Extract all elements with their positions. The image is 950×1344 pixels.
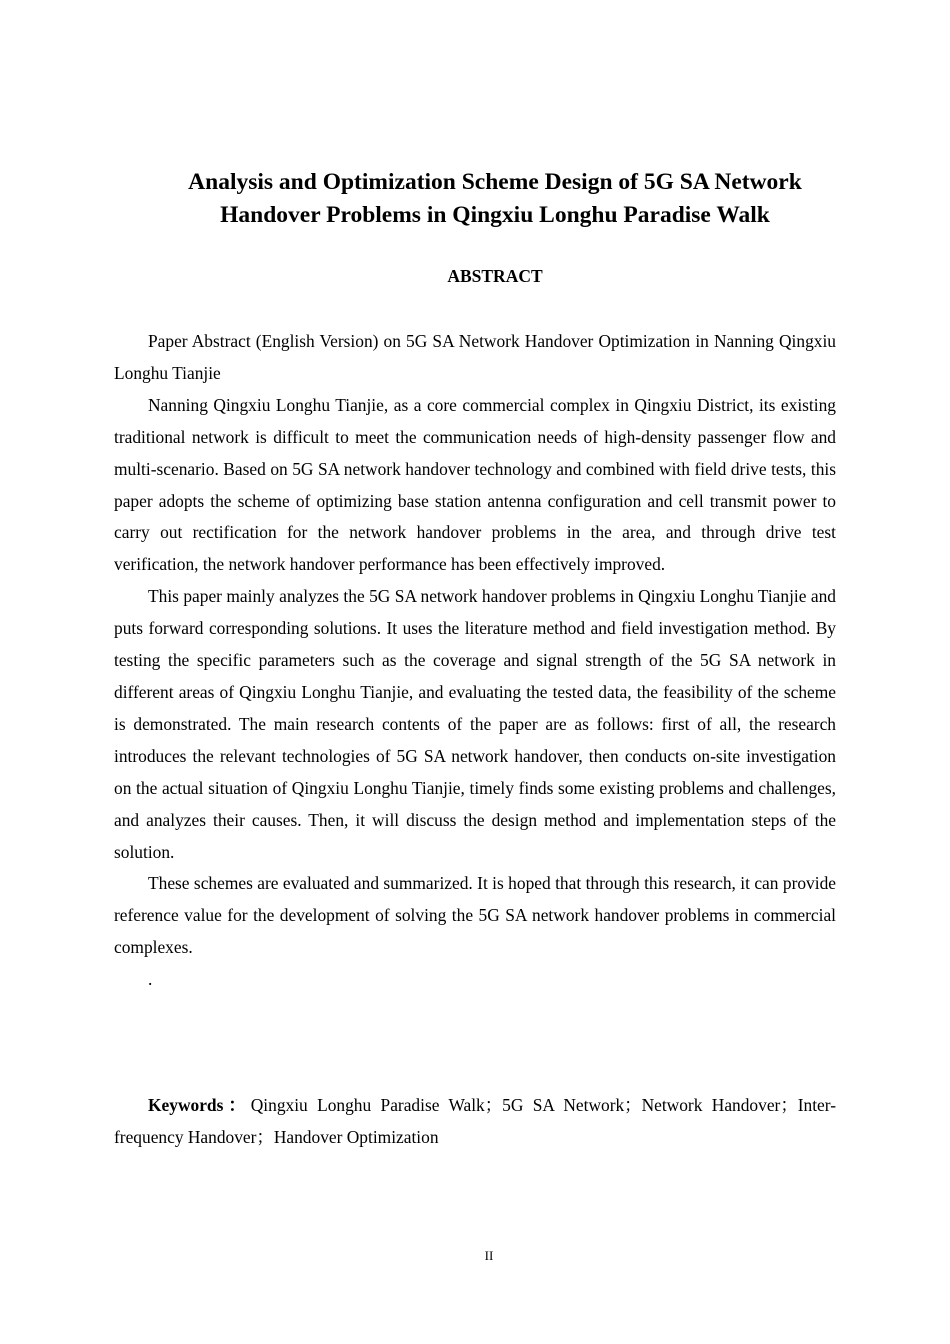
abstract-paragraph-2: Nanning Qingxiu Longhu Tianjie, as a core commercial complex in Qingxiu District, its existing traditional network is difficult to meet the communication needs of high-density passenger flow and multi-scenario. Based on 5G SA network handover technology and combined with field drive tests, this paper adopts the scheme of optimizing base station antenna configuration and cell transmit power to carry out rectification for the network handover problems in the area, and through drive test verification, the network handover performance has been effectively improved. <box>114 394 836 575</box>
abstract-heading: ABSTRACT <box>447 266 543 286</box>
keywords-line <box>114 1090 836 1154</box>
abstract-body <box>114 326 836 996</box>
paper-title-line-2: Handover Problems in Qingxiu Longhu Paradise Walk <box>220 202 770 228</box>
paper-title-line-1: Analysis and Optimization Scheme Design of 5G SA Network <box>188 169 802 195</box>
abstract-paragraph-3: This paper mainly analyzes the 5G SA network handover problems in Qingxiu Longhu Tianjie and puts forward corresponding solutions. It uses the literature method and field investigation method. By testing the specific parameters such as the coverage and signal strength of the 5G SA network in different areas of Qingxiu Longhu Tianjie, and evaluating the tested data, the feasibility of the scheme is demonstrated. The main research contents of the paper are as follows: first of all, the research introduces the relevant technologies of 5G SA network handover, then conducts on-site investigation on the actual situation of Qingxiu Longhu Tianjie, timely finds some existing problems and challenges, and analyzes their causes. Then, it will discuss the design method and implementation steps of the solution. <box>114 586 836 862</box>
page-number: II <box>484 1248 494 1263</box>
keywords-label: Keywords： <box>148 1095 251 1115</box>
abstract-paragraph-1: Paper Abstract (English Version) on 5G SA Network Handover Optimization in Nanning Qingxiu Longhu Tianjie <box>114 331 836 383</box>
abstract-paragraph-4: These schemes are evaluated and summarized. It is hoped that through this research, it can provide reference value for the development of solving the 5G SA network handover problems in commercial complexes. <box>114 873 836 958</box>
abstract-trailing-dot: . <box>148 969 153 990</box>
keywords-text: Qingxiu Longhu Paradise Walk；5G SA Network；Network Handover；Inter-frequency Handover；Handover Optimization <box>114 1095 836 1147</box>
paper-title <box>120 166 870 232</box>
